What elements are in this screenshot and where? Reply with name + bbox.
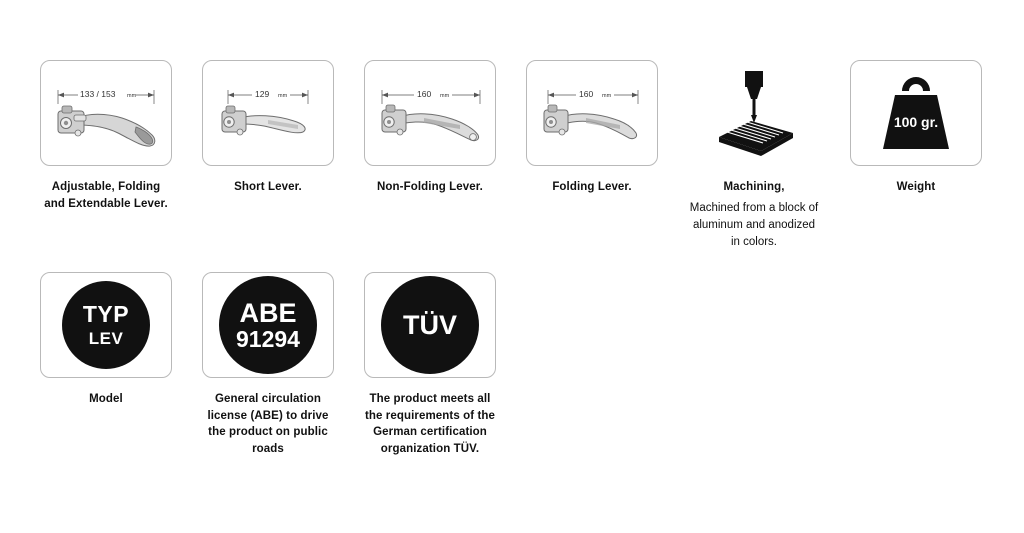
feature-caption: Machining, <box>723 181 785 193</box>
tuv-badge-line1: TÜV <box>403 309 457 340</box>
lever-non-folding-icon <box>368 63 492 163</box>
dimension-value: 129 <box>255 89 270 99</box>
dimension-value: 160 <box>579 89 594 99</box>
feature-model <box>40 272 172 458</box>
abe-badge-icon <box>219 276 317 374</box>
feature-row-certifications <box>40 272 526 458</box>
feature-icon-tile <box>202 60 334 166</box>
feature-caption: The product meets all the requirements of the German certification organization TÜV. <box>364 393 496 456</box>
model-badge-icon <box>62 281 150 369</box>
feature-caption: Adjustable, Folding and Extendable Lever. <box>44 181 168 210</box>
feature-adjustable-folding-extendable-lever <box>40 60 172 251</box>
feature-caption: Model <box>89 393 123 405</box>
model-badge-line2: LEV <box>88 329 124 348</box>
feature-subcaption: Machined from a block of aluminum and anodized in colors. <box>689 201 819 249</box>
feature-abe <box>202 272 334 458</box>
lever-adjustable-icon <box>44 63 168 163</box>
feature-tuv <box>364 272 496 458</box>
feature-caption: Folding Lever. <box>552 181 632 193</box>
feature-non-folding-lever <box>364 60 496 251</box>
dimension-value: 160 <box>417 89 432 99</box>
feature-weight <box>850 60 982 251</box>
dimension-unit: mm <box>440 93 450 99</box>
feature-icon-tile <box>40 272 172 378</box>
feature-icon-tile <box>688 60 820 166</box>
dimension-unit: mm <box>127 93 137 99</box>
lever-short-icon <box>206 63 330 163</box>
model-badge-line1: TYP <box>82 301 130 327</box>
feature-row-primary <box>40 60 1012 251</box>
lever-folding-icon <box>530 63 654 163</box>
dimension-unit: mm <box>602 93 612 99</box>
feature-short-lever <box>202 60 334 251</box>
feature-icon-tile <box>40 60 172 166</box>
feature-icon-tile <box>364 60 496 166</box>
feature-caption: Short Lever. <box>234 181 302 193</box>
feature-caption: Weight <box>896 181 936 193</box>
feature-icon-tile <box>364 272 496 378</box>
feature-icon-tile <box>526 60 658 166</box>
dimension-value: 133 / 153 <box>80 89 116 99</box>
dimension-unit: mm <box>278 93 288 99</box>
abe-badge-line2: 91294 <box>236 325 300 352</box>
weight-icon <box>857 63 975 163</box>
tuv-badge-icon <box>381 276 479 374</box>
abe-badge-line1: ABE <box>239 297 297 328</box>
feature-caption: General circulation license (ABE) to drive the product on public roads <box>207 393 329 456</box>
feature-caption: Non-Folding Lever. <box>377 181 483 193</box>
cnc-machining-icon <box>695 63 813 163</box>
feature-icon-tile <box>850 60 982 166</box>
feature-icon-tile <box>202 272 334 378</box>
weight-label: 100 gr. <box>893 114 939 130</box>
feature-machining <box>688 60 820 251</box>
feature-folding-lever <box>526 60 658 251</box>
